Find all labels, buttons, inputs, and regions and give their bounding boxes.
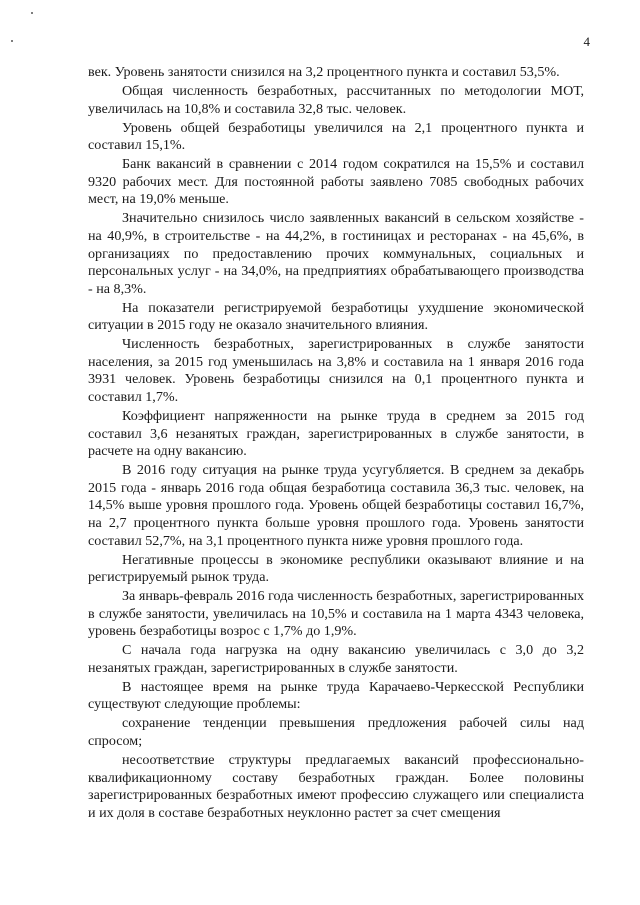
paragraph-registered-unemployment: На показатели регистрируемой безработицы ухудшение экономической ситуации в 2015 году не оказало значительного влияния. — [88, 299, 584, 334]
paragraph-vacancies-by-sector: Значительно снизилось число заявленных вакансий в сельском хозяйстве - на 40,9%, в строительстве - на 44,2%, в гостиницах и ресторанах - на 45,6%, в организациях по предоставлению прочих коммунальных, социальных и персональных услуг - на 34,0%, на предприятиях обрабатывающего производства - на 8,3%. — [88, 210, 584, 297]
document-body — [88, 64, 584, 824]
paragraph-vacancy-bank: Банк вакансий в сравнении с 2014 годом сократился на 15,5% и составил 9320 рабочих мест. Для постоянной работы заявлено 7085 свободных рабочих мест, на 19,0% меньше. — [88, 156, 584, 208]
paragraph-total-unemployment-rate: Уровень общей безработицы увеличился на 2,1 процентного пункта и составил 15,1%. — [88, 119, 584, 154]
paragraph-situation-2016: В 2016 году ситуация на рынке труда усугубляется. В среднем за декабрь 2015 года - январь 2016 года общая безработица составила 36,3 тыс. человек, на 14,5% выше уровня прошлого года. Уровень общей безработицы составил 16,7%, на 2,7 процентного пункта больше уровня прошлого года. Уровень занятости составил 52,7%, на 3,1 процентного пункта ниже уровня прошлого года. — [88, 462, 584, 549]
paragraph-registered-count: Численность безработных, зарегистрированных в службе занятости населения, за 2015 год уменьшилась на 3,8% и составила на 1 января 2016 года 3931 человек. Уровень безработицы снизился на 0,1 процентного пункта и составил 1,7%. — [88, 336, 584, 406]
page-number: 4 — [583, 34, 590, 49]
paragraph-tension-coefficient: Коэффициент напряженности на рынке труда в среднем за 2015 год составил 3,6 незанятых граждан, зарегистрированных в службе занятости, в расчете на одну вакансию. — [88, 408, 584, 460]
paragraph-negative-processes: Негативные процессы в экономике республики оказывают влияние и на регистрируемый рынок труда. — [88, 551, 584, 586]
scan-speck-2 — [11, 40, 13, 42]
paragraph-jan-feb-2016: За январь-февраль 2016 года численность безработных, зарегистрированных в службе занятости, увеличилась на 10,5% и составила на 1 марта 4343 человека, уровень безработицы возрос с 1,7% до 1,9%. — [88, 588, 584, 640]
paragraph-employment-level: век. Уровень занятости снизился на 3,2 процентного пункта и составил 53,5%. — [88, 64, 560, 80]
paragraph-ilo-unemployed: Общая численность безработных, рассчитанных по методологии МОТ, увеличилась на 10,8% и составила 32,8 тыс. человек. — [88, 82, 584, 117]
scan-speck-1 — [31, 12, 33, 14]
paragraph-vacancy-load: С начала года нагрузка на одну вакансию увеличилась с 3,0 до 3,2 незанятых граждан, зарегистрированных в службе занятости. — [88, 642, 584, 676]
paragraph-problem-mismatch: несоответствие структуры предлагаемых вакансий профессионально-квалификационному составу безработных граждан. Более половины зарегистрированных безработных имеют профессию служащего или специалиста и их доля в составе безработных неуклонно растет за счет смещения — [88, 752, 584, 821]
paragraph-problems-intro: В настоящее время на рынке труда Карачаево-Черкесской Республики существуют следующие проблемы: — [88, 678, 584, 713]
paragraph-problem-supply-demand: сохранение тенденции превышения предложения рабочей силы над спросом; — [88, 715, 584, 750]
